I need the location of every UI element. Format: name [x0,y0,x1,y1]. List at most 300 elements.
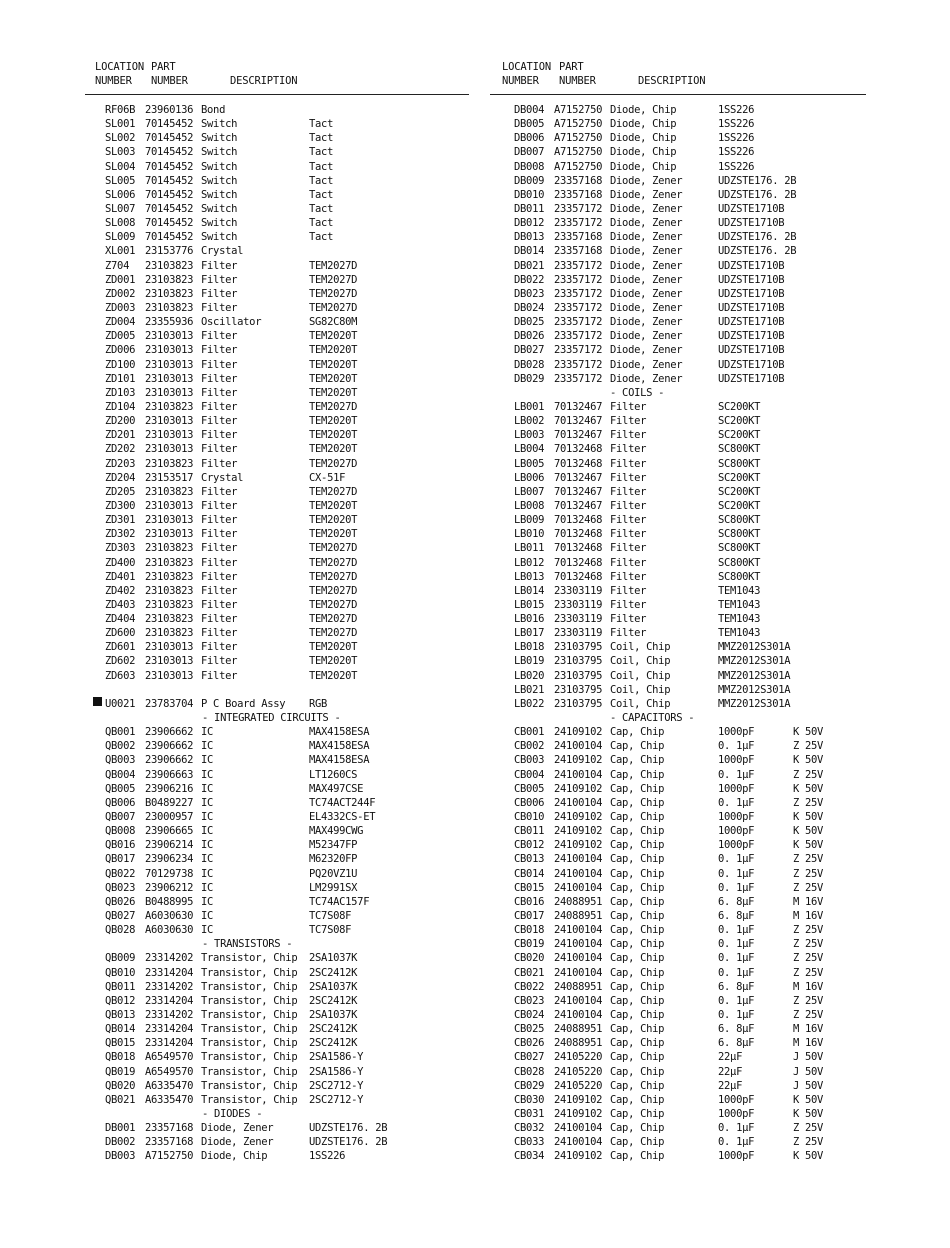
part-row [95,1065,470,1079]
part-row [502,259,867,273]
location-number-cell: CB020 [514,952,545,965]
location-number-cell: DB009 [514,174,545,187]
part-row [95,1050,470,1064]
description-cell: Filter [610,443,647,456]
location-number-cell: ZD403 [105,598,136,611]
part-number-cell: A7152750 [554,132,603,145]
part-number-cell: 23357172 [554,259,603,272]
part-row [502,782,867,796]
location-number-cell: QB018 [105,1051,136,1064]
spec-cell: TEM2020T [309,443,358,456]
location-number-cell: ZD204 [105,471,136,484]
location-number-cell: ZD404 [105,613,136,626]
part-row [95,824,470,838]
location-number-cell: CB015 [514,881,545,894]
voltage-cell: 16V [805,1023,824,1036]
section-heading [95,711,470,725]
spec-cell: 0. 1μF [718,881,755,894]
part-row [502,669,867,683]
description-cell: Transistor, Chip [201,1037,298,1050]
spec-cell: 1SS226 [718,132,755,145]
spec-cell: TEM2027D [309,287,358,300]
spec-cell: SC800KT [718,556,761,569]
part-number-cell: 23103823 [145,627,194,640]
voltage-cell: 25V [805,966,824,979]
part-row [95,654,470,668]
location-number-cell: QB011 [105,980,136,993]
spec-cell: MAX4158ESA [309,726,370,739]
spec-cell: 2SA1037K [309,1009,358,1021]
spec-cell: TEM2027D [309,259,358,272]
part-row [95,1079,470,1093]
voltage-cell: 50V [805,1065,824,1078]
location-number-cell: QB022 [105,867,136,880]
description-cell: Filter [610,514,647,527]
part-row [502,329,867,343]
part-row [95,895,470,909]
description-cell: Coil, Chip [610,697,671,710]
description-cell: Diode, Chip [610,132,677,145]
spec-cell: TEM2027D [309,542,358,555]
description-cell: Switch [201,146,238,159]
tolerance-cell: K [793,754,800,767]
location-number-cell: LB015 [514,598,545,611]
tolerance-cell: K [793,1107,800,1120]
part-number-cell: 24088951 [554,910,603,923]
part-number-cell: 23357168 [554,231,603,244]
header-part: PART [559,61,584,73]
location-number-cell: CB005 [514,782,545,795]
part-row [502,442,867,456]
part-number-cell: 24100104 [554,853,603,866]
location-number-cell: ZD200 [105,415,136,428]
location-number-cell: CB013 [514,853,545,866]
part-row [502,145,867,159]
location-number-cell: LB009 [514,514,545,527]
tolerance-cell: Z [793,867,800,880]
part-row [502,852,867,866]
spec-cell: 0. 1μF [718,994,755,1007]
description-cell: Filter [201,556,238,569]
location-number-cell: QB008 [105,825,136,838]
description-cell: Transistor, Chip [201,952,298,965]
description-cell: Filter [201,485,238,498]
location-number-cell: DB023 [514,287,545,300]
description-cell: Filter [201,443,238,456]
part-number-cell: 70129738 [145,867,194,880]
voltage-cell: 25V [805,938,824,951]
part-number-cell: 23103013 [145,358,194,371]
spec-cell: 1SS226 [718,146,755,159]
description-cell: Cap, Chip [610,910,665,923]
location-number-cell: DB027 [514,344,545,357]
part-number-cell: 23303119 [554,613,603,626]
description-cell: Cap, Chip [610,839,665,852]
part-row [502,725,867,739]
spec-cell: 0. 1μF [718,768,755,781]
description-cell: Coil, Chip [610,655,671,668]
location-number-cell: LB013 [514,570,545,583]
description-cell: Diode, Zener [610,174,683,187]
header-location-number: NUMBER [95,75,132,87]
part-number-cell: 23103013 [145,443,194,456]
location-number-cell: QB021 [105,1093,136,1106]
part-row [502,358,867,372]
section-heading [502,386,867,400]
spec-cell: 6. 8μF [718,895,755,908]
spec-cell: 1000pF [718,1093,755,1106]
voltage-cell: 16V [805,895,824,908]
part-row [95,626,470,640]
description-cell: Coil, Chip [610,669,671,682]
location-number-cell: LB016 [514,613,545,626]
part-row [502,810,867,824]
spec-cell: 6. 8μF [718,1023,755,1036]
location-number-cell: LB008 [514,499,545,512]
part-number-cell: A6549570 [145,1051,194,1064]
parts-list-right-column [502,60,867,1163]
location-number-cell: ZD400 [105,556,136,569]
voltage-cell: 25V [805,867,824,880]
part-row [95,174,470,188]
part-number-cell: 24109102 [554,1150,603,1163]
part-row [95,923,470,937]
location-number-cell: QB004 [105,768,136,781]
description-cell: Diode, Zener [610,287,683,300]
description-cell: Cap, Chip [610,966,665,979]
part-row [95,457,470,471]
spec-cell: UDZSTE176. 2B [309,1122,388,1135]
description-cell: Diode, Zener [201,1136,274,1149]
spec-cell: PQ20VZ1U [309,867,358,880]
spec-cell: Tact [309,217,334,230]
part-number-cell: 23783704 [145,697,194,710]
spec-cell: SC800KT [718,457,761,470]
part-row [95,739,470,753]
voltage-cell: 16V [805,910,824,923]
location-number-cell: SL001 [105,118,136,131]
location-number-cell: LB006 [514,471,545,484]
description-cell: Cap, Chip [610,924,665,937]
location-number-cell: QB012 [105,994,136,1007]
description-cell: Filter [201,499,238,512]
location-number-cell: DB026 [514,330,545,343]
part-row [502,966,867,980]
spec-cell: UDZSTE1710B [718,259,785,272]
part-row [502,937,867,951]
part-number-cell: 23314202 [145,1009,194,1021]
part-row [95,852,470,866]
part-number-cell: 23314204 [145,1023,194,1036]
description-cell: Filter [201,259,238,272]
description-cell: Filter [201,358,238,371]
part-row [502,1008,867,1022]
spec-cell: 1000pF [718,782,755,795]
location-number-cell: CB027 [514,1051,545,1064]
description-cell: Filter [201,386,238,399]
tolerance-cell: M [793,1037,800,1050]
description-cell: Filter [201,542,238,555]
part-row [95,782,470,796]
part-number-cell: 23103823 [145,273,194,286]
location-number-cell: QB026 [105,895,136,908]
part-row [95,216,470,230]
part-row [502,1065,867,1079]
part-row [95,753,470,767]
location-number-cell: CB026 [514,1037,545,1050]
description-cell: Transistor, Chip [201,980,298,993]
part-number-cell: 23303119 [554,584,603,597]
part-number-cell: 70132468 [554,528,603,541]
part-number-cell: 70145452 [145,146,194,159]
part-number-cell: 23103823 [145,301,194,314]
part-row [502,527,867,541]
part-number-cell: 23103823 [145,287,194,300]
location-number-cell: SL007 [105,202,136,215]
location-number-cell: DB025 [514,316,545,329]
part-row [502,343,867,357]
part-number-cell: 70145452 [145,217,194,230]
part-row [502,768,867,782]
part-number-cell: 23103795 [554,683,603,696]
spec-cell: 0. 1μF [718,966,755,979]
part-number-cell: 23906212 [145,881,194,894]
spec-cell: UDZSTE1710B [718,316,785,329]
description-cell: Switch [201,160,238,173]
spec-cell: UDZSTE1710B [718,358,785,371]
part-row [95,386,470,400]
spec-cell: TEM2020T [309,358,358,371]
spec-cell: SC200KT [718,415,761,428]
part-row [502,117,867,131]
part-row [502,1107,867,1121]
part-number-cell: 24105220 [554,1065,603,1078]
part-row [95,188,470,202]
part-number-cell: 23103013 [145,669,194,682]
part-number-cell: 24109102 [554,825,603,838]
part-number-cell: 24109102 [554,782,603,795]
part-number-cell: 70132468 [554,570,603,583]
part-number-cell: 24100104 [554,881,603,894]
spec-cell: TC74ACT244F [309,796,376,809]
part-number-cell: 70132467 [554,471,603,484]
part-row [95,315,470,329]
description-cell: Cap, Chip [610,1037,665,1050]
part-row [95,358,470,372]
part-row [95,966,470,980]
description-cell: IC [201,796,214,809]
part-number-cell: 23906234 [145,853,194,866]
part-row [95,117,470,131]
spec-cell: 1SS226 [718,160,755,173]
description-cell: Filter [610,499,647,512]
location-number-cell: ZD602 [105,655,136,668]
part-row [95,838,470,852]
location-number-cell: ZD006 [105,344,136,357]
location-number-cell: DB003 [105,1150,136,1163]
location-number-cell: CB002 [514,740,545,753]
voltage-cell: 25V [805,1009,824,1021]
location-number-cell: ZD103 [105,386,136,399]
spec-cell: SC200KT [718,471,761,484]
tolerance-cell: J [793,1065,800,1078]
description-cell: Cap, Chip [610,994,665,1007]
tolerance-cell: Z [793,1122,800,1135]
spec-cell: MAX4158ESA [309,754,370,767]
part-row [502,1050,867,1064]
spec-cell: RGB [309,697,328,710]
description-cell: Cap, Chip [610,980,665,993]
description-cell: Cap, Chip [610,1079,665,1092]
part-row [95,796,470,810]
spec-cell: TEM2027D [309,570,358,583]
header-description: DESCRIPTION [638,75,706,87]
voltage-cell: 50V [805,825,824,838]
part-number-cell: 23357168 [145,1122,194,1135]
tolerance-cell: K [793,782,800,795]
description-cell: IC [201,910,214,923]
spec-cell: TEM2027D [309,598,358,611]
part-number-cell: 24109102 [554,754,603,767]
part-number-cell: 23357172 [554,358,603,371]
section-heading-text: - COILS - [610,386,665,399]
spec-cell: UDZSTE1710B [718,202,785,215]
part-row [502,160,867,174]
spec-cell: SG82C80M [309,316,358,329]
location-number-cell: QB010 [105,966,136,979]
location-number-cell: DB028 [514,358,545,371]
part-number-cell: 23906665 [145,825,194,838]
part-number-cell: A6549570 [145,1065,194,1078]
location-number-cell: QB017 [105,853,136,866]
description-cell: IC [201,768,214,781]
location-number-cell: LB002 [514,415,545,428]
voltage-cell: 50V [805,782,824,795]
part-number-cell: 23303119 [554,627,603,640]
part-row [502,471,867,485]
part-number-cell: A6030630 [145,924,194,937]
location-number-cell: DB002 [105,1136,136,1149]
part-number-cell: A7152750 [554,160,603,173]
part-number-cell: 24105220 [554,1079,603,1092]
description-cell: Filter [610,415,647,428]
spec-cell: 0. 1μF [718,853,755,866]
location-number-cell: CB011 [514,825,545,838]
location-number-cell: ZD002 [105,287,136,300]
part-row [95,697,470,711]
part-number-cell: 24109102 [554,811,603,824]
spec-cell: TEM2027D [309,485,358,498]
description-cell: Diode, Zener [610,358,683,371]
part-number-cell: 23153776 [145,245,194,258]
part-row [502,1079,867,1093]
location-number-cell: LB019 [514,655,545,668]
location-number-cell: ZD601 [105,641,136,654]
location-number-cell: LB020 [514,669,545,682]
location-number-cell: U0021 [105,697,136,710]
location-number-cell: QB016 [105,839,136,852]
part-row [95,1135,470,1149]
part-number-cell: 23357172 [554,202,603,215]
spec-cell: TEM2027D [309,584,358,597]
part-number-cell: 23357168 [554,245,603,258]
location-number-cell: CB029 [514,1079,545,1092]
voltage-cell: 25V [805,1136,824,1149]
part-number-cell: 23357168 [554,188,603,201]
column-header [502,60,867,96]
part-number-cell: 24100104 [554,768,603,781]
description-cell: Diode, Chip [201,1150,268,1163]
description-cell: Filter [610,570,647,583]
part-number-cell: 23103013 [145,641,194,654]
tolerance-cell: M [793,910,800,923]
tolerance-cell: Z [793,1136,800,1149]
part-number-cell: 24109102 [554,839,603,852]
spec-cell: TEM1043 [718,627,761,640]
part-number-cell: 24100104 [554,867,603,880]
location-number-cell: DB029 [514,372,545,385]
spec-cell: 1SS226 [718,118,755,131]
spec-cell: SC200KT [718,429,761,442]
location-number-cell: LB003 [514,429,545,442]
spec-cell: TEM2020T [309,429,358,442]
spec-cell: UDZSTE176. 2B [718,174,797,187]
part-row [502,1093,867,1107]
part-row [95,343,470,357]
part-number-cell: 23314204 [145,966,194,979]
part-row [502,612,867,626]
description-cell: Filter [201,287,238,300]
part-row [95,881,470,895]
spec-cell: Tact [309,231,334,244]
description-cell: Filter [201,641,238,654]
spec-cell: 6. 8μF [718,910,755,923]
spec-cell: SC200KT [718,485,761,498]
part-number-cell: 70132467 [554,499,603,512]
parts-table-right [502,103,867,1164]
tolerance-cell: K [793,726,800,739]
location-number-cell: CB012 [514,839,545,852]
spec-cell: 0. 1μF [718,952,755,965]
part-number-cell: 23103795 [554,697,603,710]
location-number-cell: QB014 [105,1023,136,1036]
part-number-cell: 24100104 [554,1122,603,1135]
part-row [502,895,867,909]
part-number-cell: 23357172 [554,301,603,314]
part-number-cell: 23906662 [145,754,194,767]
part-row [95,499,470,513]
part-row [502,909,867,923]
part-number-cell: 24100104 [554,1136,603,1149]
location-number-cell: ZD003 [105,301,136,314]
part-row [95,584,470,598]
location-number-cell: DB022 [514,273,545,286]
part-number-cell: 23357168 [554,174,603,187]
voltage-cell: 25V [805,994,824,1007]
part-row [502,400,867,414]
location-number-cell: CB022 [514,980,545,993]
part-row [95,259,470,273]
spec-cell: TEM2027D [309,457,358,470]
tolerance-cell: Z [793,740,800,753]
voltage-cell: 50V [805,754,824,767]
description-cell: Bond [201,104,226,116]
section-heading [502,711,867,725]
location-number-cell: LB011 [514,542,545,555]
part-row [95,513,470,527]
part-row [502,951,867,965]
location-number-cell: CB019 [514,938,545,951]
